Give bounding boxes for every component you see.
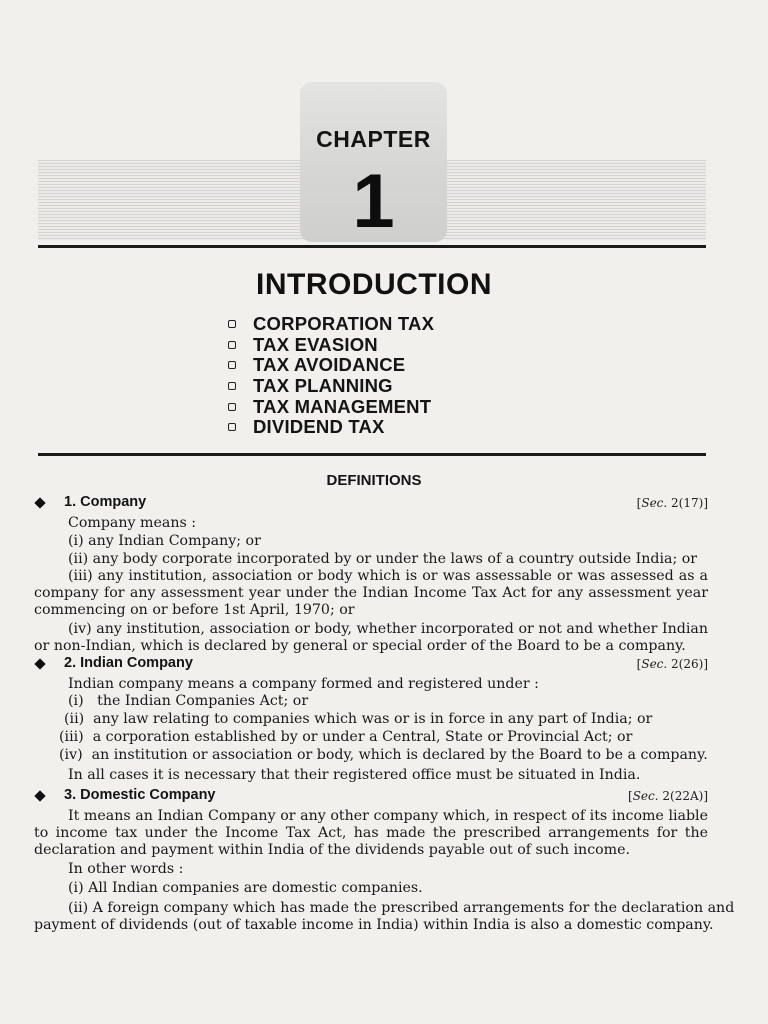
topic-label: TAX MANAGEMENT	[253, 395, 432, 417]
body-line: Indian company means a company formed and registered under :	[68, 676, 539, 692]
body-line: payment of dividends (out of taxable income in India) within India is also a domestic company.	[34, 917, 714, 933]
body-line: It means an Indian Company or any other company which, in respect of its income liable	[68, 808, 708, 824]
topic-item	[228, 417, 434, 438]
body-line: (iii) a corporation established by or under a Central, State or Provincial Act; or	[59, 729, 633, 745]
diamond-bullet-icon	[34, 790, 45, 801]
section-title: 3. Domestic Company	[64, 787, 216, 803]
body-line: (iv) any institution, association or body, whether incorporated or not and whether Indian	[68, 621, 708, 637]
body-line: Company means :	[68, 515, 197, 531]
section-ref-prefix: Sec.	[641, 657, 668, 671]
section-ref-prefix: Sec.	[641, 496, 668, 510]
topic-label: TAX AVOIDANCE	[253, 354, 406, 376]
topic-item	[228, 355, 434, 376]
body-line: (ii) any law relating to companies which was or is in force in any part of India; or	[64, 711, 653, 727]
checkbox-bullet-icon	[228, 382, 236, 390]
topic-label: DIVIDEND TAX	[253, 416, 385, 438]
body-line: (i) the Indian Companies Act; or	[68, 693, 309, 709]
topic-item	[228, 335, 434, 356]
checkbox-bullet-icon	[228, 361, 236, 369]
topic-item	[228, 314, 434, 335]
chapter-title: INTRODUCTION	[256, 268, 492, 301]
section-reference: [Sec. 2(26)]	[636, 657, 708, 671]
section-reference: [Sec. 2(17)]	[636, 496, 708, 510]
body-line: company for any assessment year under the Indian Income Tax Act for any assessment year	[34, 585, 708, 601]
section-ref-prefix: Sec.	[632, 789, 659, 803]
topic-item	[228, 396, 434, 417]
divider-rule	[38, 245, 706, 248]
section-reference: [Sec. 2(22A)]	[628, 789, 708, 803]
body-line: In all cases it is necessary that their registered office must be situated in India.	[68, 767, 641, 783]
section-heading-company	[34, 495, 708, 515]
body-line: to income tax under the Income Tax Act, has made the prescribed arrangements for the	[34, 825, 708, 841]
body-line: declaration and payment within India of the dividends payable out of such income.	[34, 842, 631, 858]
checkbox-bullet-icon	[228, 423, 236, 431]
body-line: commencing on or before 1st April, 1970; or	[34, 602, 355, 618]
topic-item	[228, 376, 434, 397]
body-line: (iv) an institution or association or body, which is declared by the Board to be a company.	[59, 747, 708, 763]
body-line: (i) All Indian companies are domestic companies.	[68, 880, 423, 896]
section-title: 1. Company	[64, 494, 147, 510]
definitions-heading: DEFINITIONS	[326, 472, 422, 489]
body-line: (i) any Indian Company; or	[68, 533, 261, 549]
body-line: (iii) any institution, association or body which is or was assessable or was assessed as a	[68, 568, 708, 584]
topic-label: TAX PLANNING	[253, 375, 393, 397]
body-line: or non-Indian, which is declared by general or special order of the Board to be a company.	[34, 638, 686, 654]
section-heading-indian-company	[34, 656, 708, 676]
chapter-number: 1	[352, 159, 395, 244]
body-line: (ii) A foreign company which has made the prescribed arrangements for the declaration and	[68, 900, 735, 916]
section-heading-domestic-company	[34, 788, 708, 808]
checkbox-bullet-icon	[228, 341, 236, 349]
section-ref-code: 2(17)	[671, 496, 704, 510]
topic-label: CORPORATION TAX	[253, 313, 435, 335]
checkbox-bullet-icon	[228, 403, 236, 411]
section-title: 2. Indian Company	[64, 655, 193, 671]
diamond-bullet-icon	[34, 658, 45, 669]
topic-list	[228, 314, 434, 438]
chapter-label: CHAPTER	[316, 126, 431, 152]
diamond-bullet-icon	[34, 497, 45, 508]
body-line: In other words :	[68, 861, 184, 877]
section-ref-code: 2(22A)	[662, 789, 704, 803]
topic-label: TAX EVASION	[253, 333, 378, 355]
divider-rule	[38, 453, 706, 456]
section-ref-code: 2(26)	[671, 657, 704, 671]
checkbox-bullet-icon	[228, 320, 236, 328]
body-line: (ii) any body corporate incorporated by or under the laws of a country outside India; or	[68, 551, 698, 567]
